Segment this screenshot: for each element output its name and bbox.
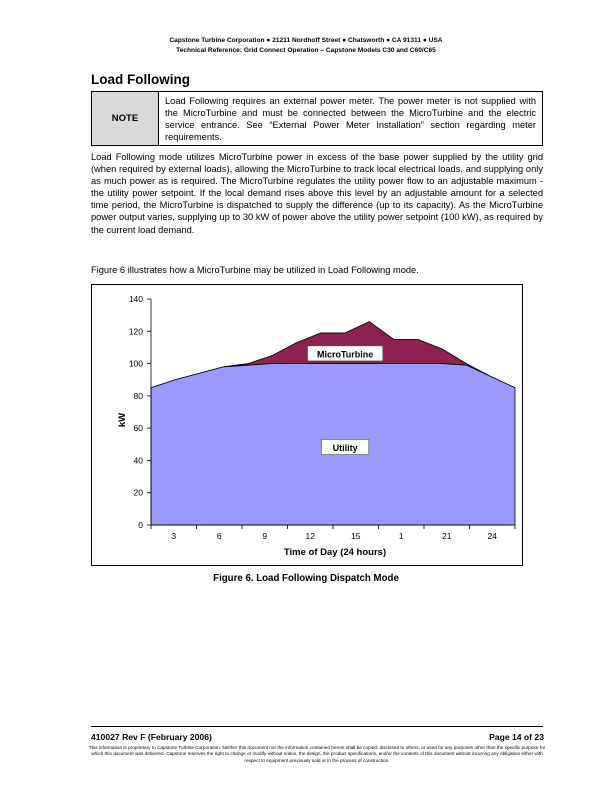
y-tick-label: 40 [133,455,143,466]
footer-doc-id: 410027 Rev F (February 2006) [91,732,212,742]
y-axis-label: kW [117,412,128,428]
note-label: NOTE [92,92,159,145]
x-tick-label: 12 [305,531,315,541]
y-tick-label: 140 [128,294,143,304]
x-axis-label: Time of Day (24 hours) [283,547,387,558]
note-text: Load Following requires an external power meter. The power meter is not supplied with the MicroTurbine and must be connected between the MicroTurbine and the electric service entrance. See “External Power Meter Installation” section regarding meter requirements. [165,96,536,142]
footer-divider [91,726,543,727]
x-tick-label: 3 [171,531,177,541]
microturbine-label: MicroTurbine [316,349,374,360]
y-tick-label: 80 [133,390,143,401]
header-subtitle: Technical Reference: Grid Connect Operation – Capstone Models C30 and C60/C65 [176,46,436,54]
footer-legal-notice: This information is proprietary to Capstone Turbine Corporation. Neither this document nor the information contained herein shall be copied, disclosed to others, or used for any purposes other than the specific purpose for which this document was delivered. Capstone reserves the right to change or modify without notice, the design, the product specifications, and/or the contents of this document without incurring any obligation either with respect to equipment previously sold or in the process of construction. [88,745,546,763]
figure-caption: Figure 6. Load Following Dispatch Mode [213,573,399,584]
page-header [0,36,612,55]
y-tick-label: 60 [133,423,143,434]
note-box [91,91,543,146]
x-tick-label: 9 [262,531,268,541]
y-tick-label: 120 [128,326,143,337]
x-tick-label: 21 [442,531,452,541]
x-tick-label: 24 [487,531,497,541]
x-tick-label: 15 [351,531,361,541]
load-following-chart [91,284,523,566]
header-address: Capstone Turbine Corporation ● 21211 Nordhoff Street ● Chatsworth ● CA 91311 ● USA [169,37,443,44]
y-tick-label: 0 [138,520,143,530]
y-tick-label: 20 [133,487,143,498]
y-tick-label: 100 [128,358,143,369]
section-title: Load Following [91,72,190,87]
body-paragraph: Load Following mode utilizes MicroTurbine power in excess of the base power supplied by the utility grid (when required by external loads), allowing the MicroTurbine to track local electrical loads, and supplying only as much power as is required. The MicroTurbine regulates the utility power flow to an adjustable maximum - the utility power setpoint. If the local demand rises above this level by an adjustable amount for a selected time period, the MicroTurbine is dispatched to supply the difference (up to its capacity). As the MicroTurbine power output varies, supplying up to 30 kW of power above the utility power setpoint (100 kW), as required by the current load demand. [91,152,543,235]
x-tick-label: 1 [398,531,404,541]
x-tick-label: 6 [216,531,222,541]
utility-label: Utility [332,443,358,454]
footer-page-number: Page 14 of 23 [489,732,544,742]
figure-intro: Figure 6 illustrates how a MicroTurbine may be utilized in Load Following mode. [91,265,419,275]
